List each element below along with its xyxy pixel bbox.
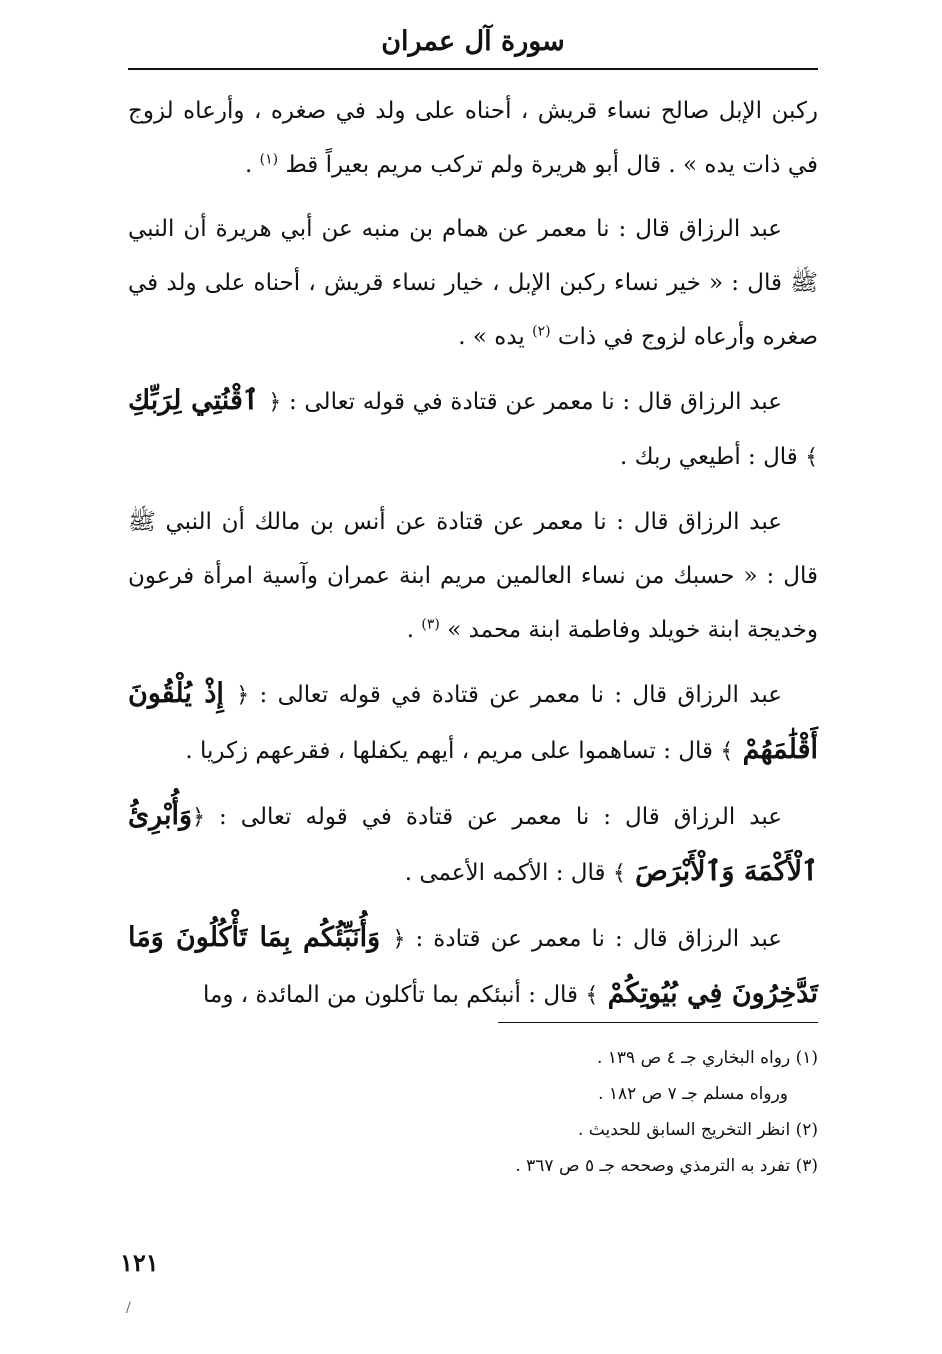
quran-verse: وَأُبْرِئُ ٱلْأَكْمَهَ وَٱلْأَبْرَصَ — [128, 800, 818, 887]
paragraph-3 — [128, 374, 818, 485]
ornate-bracket-open: ﴿ — [236, 683, 250, 708]
quran-verse: إِذْ يُلْقُونَ أَقْلَٰمَهُمْ — [128, 678, 818, 765]
paragraph-tail: قال : أطيعي ربك . — [619, 444, 806, 470]
footnote-1: (١) رواه البخاري جـ ٤ ص ١٣٩ . — [596, 1048, 818, 1068]
page-number: ١٢١ — [120, 1248, 159, 1277]
main-text — [128, 84, 818, 1033]
footnote-1-continuation: ورواه مسلم جـ ٧ ص ١٨٢ . — [598, 1084, 788, 1104]
footnotes — [128, 1040, 818, 1184]
header-rule — [128, 68, 818, 70]
paragraph-text: ركبن الإبل صالح نساء قريش ، أحناه على ولد في صغره ، وأرعاه لزوج في ذات يده » . قال أبو هريرة ولم تركب مريم بعيراً قط — [128, 98, 818, 178]
paragraph-6 — [128, 789, 818, 901]
footnote-ref-1: (١) — [259, 151, 279, 168]
paragraph-1 — [128, 84, 818, 192]
ornate-bracket-close: ﴾ — [585, 983, 599, 1008]
footnote-2: (٢) انظر التخريج السابق للحديث . — [578, 1120, 818, 1140]
footnote-ref-2: (٢) — [532, 323, 551, 340]
margin-mark: / — [126, 1300, 131, 1316]
running-header-title: سورة آل عمران — [381, 26, 565, 57]
paragraph-text: عبد الرزاق قال : نا معمر عن قتادة في قوله تعالى : — [249, 682, 782, 708]
paragraph-tail: يده » . — [458, 324, 533, 350]
paragraph-text: عبد الرزاق قال : نا معمر عن قتادة عن أنس بن مالك أن النبي ﷺ قال : « حسبك من نساء العالمين مريم ابنة عمران وآسية امرأة فرعون وخديجة ابنة خويلد وفاطمة ابنة محمد » — [128, 509, 818, 643]
paragraph-tail: . — [245, 152, 260, 178]
ornate-bracket-close: ﴾ — [612, 861, 626, 886]
paragraph-text: عبد الرزاق قال : نا معمر عن قتادة : — [405, 926, 783, 952]
paragraph-tail: قال : الأكمه الأعمى . — [404, 860, 613, 886]
paragraph-tail: . — [406, 617, 422, 643]
paragraph-text: عبد الرزاق قال : نا معمر عن همام بن منبه عن أبي هريرة أن النبي ﷺ قال : « خير نساء ركبن الإبل ، خيار نساء قريش ، أحناه على ولد في صغره وأرعاه لزوج في ذات — [128, 216, 818, 350]
ornate-bracket-open: ﴿ — [392, 927, 406, 952]
paragraph-5 — [128, 667, 818, 779]
footnote-3: (٣) تفرد به الترمذي وصححه جـ ٥ ص ٣٦٧ . — [515, 1156, 818, 1176]
paragraph-tail: قال : تساهموا على مريم ، أيهم يكفلها ، فقرعهم زكريا . — [185, 738, 721, 764]
ornate-bracket-close: ﴾ — [805, 445, 818, 470]
quran-verse: وَأُنَبِّئُكُم بِمَا تَأْكُلُونَ وَمَا تَدَّخِرُونَ فِي بُيُوتِكُمْ — [128, 922, 818, 1009]
ornate-bracket-open: ﴿ — [268, 390, 282, 415]
quran-verse: ٱقْنُتِي لِرَبِّكِ — [128, 385, 269, 416]
paragraph-2 — [128, 202, 818, 364]
paragraph-text: عبد الرزاق قال : نا معمر عن قتادة في قوله تعالى : — [204, 804, 782, 830]
footnote-ref-3: (٣) — [421, 616, 440, 633]
paragraph-4 — [128, 495, 818, 657]
paragraph-text: عبد الرزاق قال : نا معمر عن قتادة في قوله تعالى : — [281, 389, 782, 415]
paragraph-7 — [128, 911, 818, 1023]
ornate-bracket-close: ﴾ — [720, 739, 734, 764]
ornate-bracket-open: ﴿ — [192, 805, 205, 830]
footnote-rule — [498, 1022, 818, 1023]
paragraph-tail: قال : أنبئكم بما تأكلون من المائدة ، وما — [203, 982, 586, 1008]
